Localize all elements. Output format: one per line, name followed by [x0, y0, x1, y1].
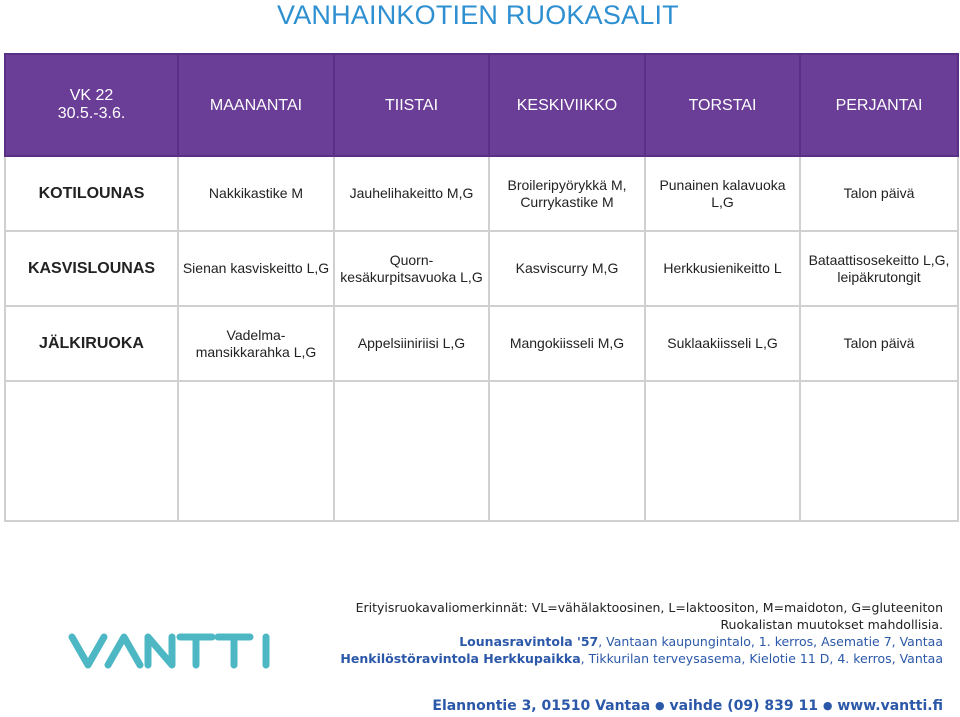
row-label: JÄLKIRUOKA — [5, 306, 178, 381]
empty-cell — [5, 381, 178, 521]
footer-contact — [432, 698, 943, 714]
footer-phone: vaihde (09) 839 11 — [669, 698, 818, 714]
diet-legend: Erityisruokavaliomerkinnät: VL=vähälaktoosinen, L=laktoositon, M=maidoton, G=gluteeniton — [355, 600, 943, 615]
bullet-icon: ● — [655, 699, 665, 712]
menu-row-empty — [5, 381, 958, 521]
bullet-icon: ● — [822, 699, 833, 712]
empty-cell — [489, 381, 645, 521]
menu-cell: Nakkikastike M — [178, 156, 334, 231]
menu-cell: Quorn- kesäkurpitsavuoka L,G — [334, 231, 489, 306]
venue-2 — [340, 650, 943, 667]
notes-block — [340, 599, 943, 667]
row-label: KASVISLOUNAS — [5, 231, 178, 306]
venue-1 — [340, 633, 943, 650]
day-tuesday: TIISTAI — [334, 54, 489, 156]
changes-note: Ruokalistan muutokset mahdollisia. — [720, 617, 943, 632]
menu-table — [4, 53, 959, 522]
logo-letter-n — [148, 637, 172, 665]
week-cell — [5, 54, 178, 156]
footer-web: www.vantti.fi — [837, 698, 943, 714]
menu-cell: Appelsiiniriisi L,G — [334, 306, 489, 381]
empty-cell — [334, 381, 489, 521]
logo-text: VANTTI — [66, 627, 70, 628]
logo-letter-t1 — [180, 637, 212, 665]
menu-cell: Kasviscurry M,G — [489, 231, 645, 306]
logo-letter-t2 — [218, 637, 250, 665]
page-title: VANHAINKOTIEN RUOKASALIT — [277, 0, 679, 30]
menu-cell: Bataattisosekeitto L,G, leipäkrutongit — [800, 231, 958, 306]
logo-letter-a — [108, 637, 140, 665]
menu-cell: Vadelma- mansikkarahka L,G — [178, 306, 334, 381]
venue-1-name: Lounasravintola '57 — [459, 634, 599, 649]
menu-row-kasvislounas — [5, 231, 958, 306]
empty-cell — [800, 381, 958, 521]
menu-cell: Suklaakiisseli L,G — [645, 306, 800, 381]
logo-letter-v — [72, 637, 104, 665]
menu-cell: Broileripyörykkä M, Currykastike M — [489, 156, 645, 231]
menu-cell: Herkkusienikeitto L — [645, 231, 800, 306]
header-row — [5, 54, 958, 156]
day-monday: MAANANTAI — [178, 54, 334, 156]
empty-cell — [178, 381, 334, 521]
week-dates: 30.5.-3.6. — [57, 105, 126, 122]
day-wednesday: KESKIVIIKKO — [489, 54, 645, 156]
menu-cell: Jauhelihakeitto M,G — [334, 156, 489, 231]
empty-cell — [645, 381, 800, 521]
venue-2-detail: , Tikkurilan terveysasema, Kielotie 11 D, 4. kerros, Vantaa — [580, 651, 943, 666]
week-number: VK 22 — [69, 87, 114, 104]
menu-cell: Talon päivä — [800, 306, 958, 381]
vantti-logo — [66, 627, 278, 673]
row-label: KOTILOUNAS — [5, 156, 178, 231]
footer-address: Elannontie 3, 01510 Vantaa — [432, 698, 651, 714]
menu-cell: Talon päivä — [800, 156, 958, 231]
day-thursday: TORSTAI — [645, 54, 800, 156]
menu-row-jalkiruoka — [5, 306, 958, 381]
menu-row-kotilounas — [5, 156, 958, 231]
venue-2-name: Henkilöstöravintola Herkkupaikka — [340, 651, 581, 666]
menu-cell: Sienan kasviskeitto L,G — [178, 231, 334, 306]
menu-cell: Mangokiisseli M,G — [489, 306, 645, 381]
menu-cell: Punainen kalavuoka L,G — [645, 156, 800, 231]
day-friday: PERJANTAI — [800, 54, 958, 156]
venue-1-detail: , Vantaan kaupungintalo, 1. kerros, Asematie 7, Vantaa — [598, 634, 943, 649]
